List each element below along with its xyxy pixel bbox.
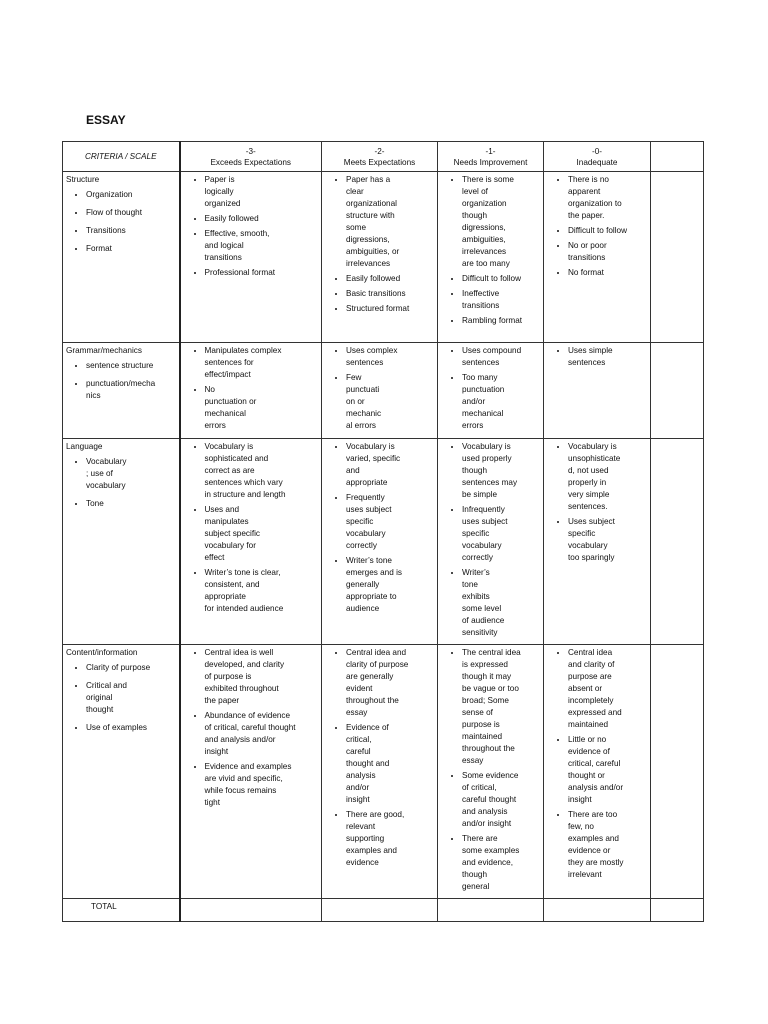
descriptor-item: • Easily followed — [205, 213, 319, 225]
criteria-item: • Format — [86, 243, 176, 255]
descriptor-item: • There are too few, no examples and evidence or they are mostly irrelevant — [568, 809, 647, 881]
descriptor-item: • Evidence of critical, careful thought and analysis and/or insight — [346, 722, 434, 806]
descriptor-list — [325, 174, 434, 315]
descriptor-item: • Writer’s tone emerges and is generally appropriate to audience — [346, 555, 434, 615]
descriptor-item: • Central idea and clarity of purpose are absent or incompletely expressed and maintained — [568, 647, 647, 731]
descriptor-item: • Vocabulary is used properly though sentences may be simple — [462, 441, 540, 501]
descriptor-list — [547, 441, 647, 564]
blank-cell — [651, 172, 704, 343]
criteria-cell — [63, 439, 180, 645]
criteria-list — [66, 360, 176, 402]
header-inadequate: -0- Inadequate — [544, 142, 651, 172]
descriptor-item: • Vocabulary is unsophisticate d, not used properly in very simple sentences. — [568, 441, 647, 513]
cell-meets — [322, 172, 438, 343]
descriptor-list — [441, 174, 540, 327]
descriptor-item: • Difficult to follow — [462, 273, 540, 285]
descriptor-item: • Writer’s tone exhibits some level of audience sensitivity — [462, 567, 540, 639]
descriptor-item: • Little or no evidence of critical, careful thought or analysis and/or insight — [568, 734, 647, 806]
descriptor-item: • Writer’s tone is clear, consistent, and appropriate for intended audience — [205, 567, 319, 615]
descriptor-list — [184, 345, 319, 432]
descriptor-item: • There are good, relevant supporting examples and evidence — [346, 809, 434, 869]
descriptor-item: • Uses subject specific vocabulary too sparingly — [568, 516, 647, 564]
descriptor-list — [547, 647, 647, 881]
descriptor-list — [184, 441, 319, 615]
descriptor-item: • Abundance of evidence of critical, careful thought and analysis and/or insight — [205, 710, 319, 758]
descriptor-item: • The central idea is expressed though it may be vague or too broad; Some sense of purpose is maintained throughout the essay — [462, 647, 540, 767]
blank-cell — [651, 645, 704, 899]
criteria-title: Content/information — [66, 648, 138, 657]
criteria-item: • Transitions — [86, 225, 176, 237]
cell-inadequate — [544, 439, 651, 645]
descriptor-item: • Easily followed — [346, 273, 434, 285]
criteria-title: Grammar/mechanics — [66, 346, 142, 355]
header-needs-improvement: -1- Needs Improvement — [438, 142, 544, 172]
descriptor-item: • There is some level of organization though digressions, ambiguities, irrelevances are too many — [462, 174, 540, 270]
descriptor-list — [441, 441, 540, 639]
descriptor-item: • Infrequently uses subject specific vocabulary correctly — [462, 504, 540, 564]
cell-needs-improvement — [438, 172, 544, 343]
criteria-item: • sentence structure — [86, 360, 176, 372]
total-cell — [544, 899, 651, 922]
header-blank — [651, 142, 704, 172]
criteria-list — [66, 662, 176, 734]
header-exceeds: -3- Exceeds Expectations — [180, 142, 322, 172]
rubric-table — [62, 141, 704, 922]
descriptor-item: • There are some examples and evidence, though general — [462, 833, 540, 893]
criteria-item: • Vocabulary ; use of vocabulary — [86, 456, 176, 492]
cell-inadequate — [544, 172, 651, 343]
total-cell — [438, 899, 544, 922]
descriptor-item: • No format — [568, 267, 647, 279]
descriptor-item: • Structured format — [346, 303, 434, 315]
header-criteria: CRITERIA / SCALE — [63, 142, 180, 172]
cell-needs-improvement — [438, 645, 544, 899]
descriptor-list — [325, 345, 434, 432]
descriptor-item: • Vocabulary is sophisticated and correct as are sentences which vary in structure and length — [205, 441, 319, 501]
descriptor-list — [547, 174, 647, 279]
descriptor-list — [325, 647, 434, 869]
cell-meets — [322, 439, 438, 645]
descriptor-item: • Professional format — [205, 267, 319, 279]
descriptor-list — [325, 441, 434, 615]
descriptor-item: • Paper is logically organized — [205, 174, 319, 210]
total-label: TOTAL — [63, 899, 180, 922]
document-title: ESSAY — [86, 113, 126, 127]
cell-exceeds — [180, 439, 322, 645]
criteria-item: • Use of examples — [86, 722, 176, 734]
descriptor-item: • Ineffective transitions — [462, 288, 540, 312]
criteria-cell — [63, 172, 180, 343]
descriptor-item: • Vocabulary is varied, specific and appropriate — [346, 441, 434, 489]
rubric-row — [63, 645, 704, 899]
descriptor-item: • Evidence and examples are vivid and specific, while focus remains tight — [205, 761, 319, 809]
cell-inadequate — [544, 343, 651, 439]
descriptor-item: • Manipulates complex sentences for effect/impact — [205, 345, 319, 381]
criteria-item: • punctuation/mecha nics — [86, 378, 176, 402]
descriptor-list — [547, 345, 647, 369]
rubric-row — [63, 439, 704, 645]
header-row — [63, 142, 704, 172]
descriptor-list — [441, 647, 540, 893]
cell-exceeds — [180, 645, 322, 899]
cell-needs-improvement — [438, 439, 544, 645]
descriptor-item: • Uses complex sentences — [346, 345, 434, 369]
criteria-item: • Flow of thought — [86, 207, 176, 219]
total-row — [63, 899, 704, 922]
criteria-item: • Critical and original thought — [86, 680, 176, 716]
criteria-cell — [63, 645, 180, 899]
descriptor-item: • Basic transitions — [346, 288, 434, 300]
descriptor-item: • Uses and manipulates subject specific vocabulary for effect — [205, 504, 319, 564]
criteria-title: Language — [66, 442, 103, 451]
descriptor-list — [184, 647, 319, 809]
criteria-item: • Organization — [86, 189, 176, 201]
descriptor-item: • No punctuation or mechanical errors — [205, 384, 319, 432]
total-cell — [322, 899, 438, 922]
descriptor-item: • Uses compound sentences — [462, 345, 540, 369]
descriptor-item: • Effective, smooth, and logical transitions — [205, 228, 319, 264]
rubric-row — [63, 343, 704, 439]
cell-exceeds — [180, 172, 322, 343]
cell-meets — [322, 343, 438, 439]
total-cell — [180, 899, 322, 922]
descriptor-item: • Frequently uses subject specific vocabulary correctly — [346, 492, 434, 552]
descriptor-list — [441, 345, 540, 432]
descriptor-item: • There is no apparent organization to the paper. — [568, 174, 647, 222]
cell-meets — [322, 645, 438, 899]
descriptor-item: • Paper has a clear organizational structure with some digressions, ambiguities, or irrelevances — [346, 174, 434, 270]
cell-exceeds — [180, 343, 322, 439]
blank-cell — [651, 343, 704, 439]
descriptor-item: • No or poor transitions — [568, 240, 647, 264]
descriptor-item: • Some evidence of critical, careful thought and analysis and/or insight — [462, 770, 540, 830]
criteria-item: • Tone — [86, 498, 176, 510]
criteria-list — [66, 189, 176, 255]
cell-inadequate — [544, 645, 651, 899]
criteria-title: Structure — [66, 175, 100, 184]
rubric-row — [63, 172, 704, 343]
blank-cell — [651, 439, 704, 645]
criteria-item: • Clarity of purpose — [86, 662, 176, 674]
descriptor-item: • Rambling format — [462, 315, 540, 327]
criteria-list — [66, 456, 176, 510]
descriptor-item: • Central idea and clarity of purpose are generally evident throughout the essay — [346, 647, 434, 719]
cell-needs-improvement — [438, 343, 544, 439]
criteria-cell — [63, 343, 180, 439]
total-cell — [651, 899, 704, 922]
descriptor-item: • Uses simple sentences — [568, 345, 647, 369]
descriptor-item: • Too many punctuation and/or mechanical errors — [462, 372, 540, 432]
descriptor-item: • Few punctuati on or mechanic al errors — [346, 372, 434, 432]
descriptor-list — [184, 174, 319, 279]
descriptor-item: • Central idea is well developed, and clarity of purpose is exhibited throughout the paper — [205, 647, 319, 707]
header-meets: -2- Meets Expectations — [322, 142, 438, 172]
descriptor-item: • Difficult to follow — [568, 225, 647, 237]
